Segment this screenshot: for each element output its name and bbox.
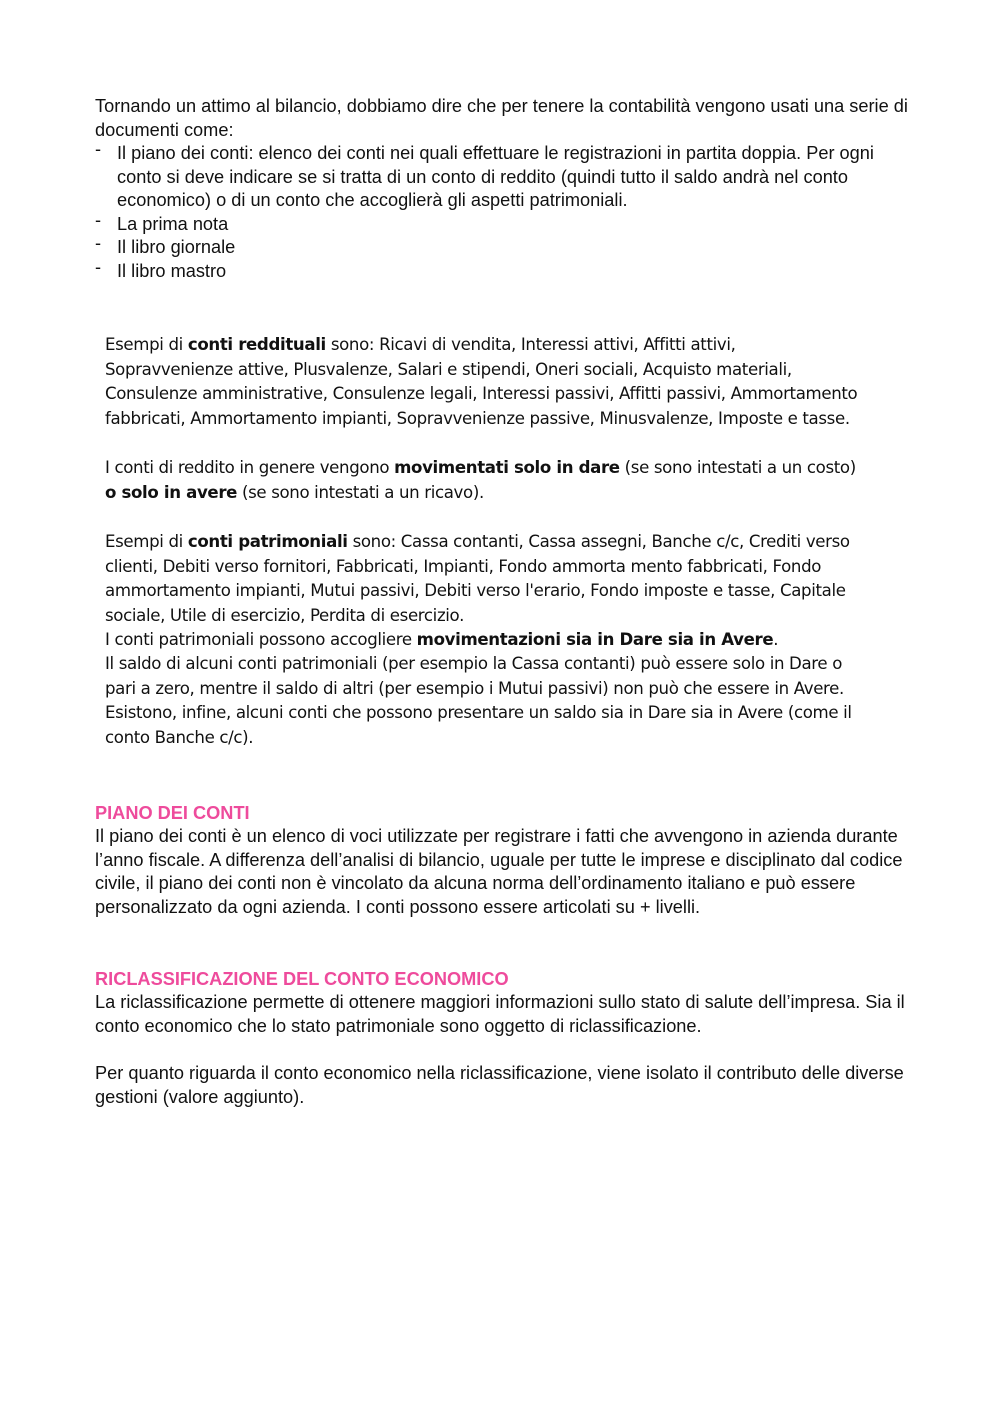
piano-dei-conti-heading: PIANO DEI CONTI [95,803,250,823]
saldo-paragraph: Il saldo di alcuni conti patrimoniali (per esempio la Cassa contanti) può essere solo in Dare o pari a zero, mentre il saldo di altri (per esempio i Mutui passivi) non può che essere in Avere. Esistono, infine, alcuni conti che possono presentare un saldo sia in Dare sia in Avere (come il conto Banche c/c). [105,654,852,747]
conti-patrimoniali-paragraph [105,530,865,628]
riclassificazione-paragraph-1: La riclassificazione permette di ottenere maggiori informazioni sullo stato di salute dell’impresa. Sia il conto economico che lo stato patrimoniale sono oggetto di riclassificazione. [95,992,905,1036]
bold-term: conti reddituali [187,335,326,354]
riclassificazione-heading: RICLASSIFICAZIONE DEL CONTO ECONOMICO [95,969,509,989]
list-item-text: Il piano dei conti: elenco dei conti nei quali effettuare le registrazioni in partita doppia. Per ogni conto si deve indicare se si tratta di un conto di reddito (quindi tutto il saldo andrà nel conto economico) o di un conto che accoglierà gli aspetti patrimoniali. [117,143,874,210]
text-run: I conti di reddito in genere vengono [105,458,395,477]
text-run: (se sono intestati a un ricavo). [237,482,484,502]
text-run: Esempi di [105,335,188,354]
list-item [95,256,910,284]
bold-term: o solo in avere [105,482,238,502]
list-item [95,139,910,213]
conti-patrimoniali-movimentazione [105,628,865,653]
bullet-dash: - [95,139,102,159]
conti-reddituali-paragraph [105,333,865,431]
piano-dei-conti-paragraph: Il piano dei conti è un elenco di voci utilizzate per registrare i fatti che avvengono in azienda durante l’anno fiscale. A differenza dell’analisi di bilancio, uguale per tutte le imprese e disciplinato dal codice civile, il piano dei conti non è vincolato da alcuna norma dell’ordinamento italiano e può essere personalizzato da ogni azienda. I conti possono essere articolati su + livelli. [95,826,903,917]
text-run: . [773,630,779,649]
bullet-dash: - [95,233,102,253]
text-run: sono: Cassa contanti, Cassa assegni, Banche c/c, Crediti verso clienti, Debiti verso fornitori, Fabbricati, Impianti, Fondo ammorta mento fabbricati, Fondo ammortamento impianti, Mutui passivi, Debiti verso l'erario, Fondo imposte e tasse, Capitale sociale, Utile di esercizio, Perdita di esercizio. [105,532,850,625]
text-run: sono: Ricavi di vendita, Interessi attivi, Affitti attivi, Sopravvenienze attive, Plusvalenze, Salari e stipendi, Oneri sociali, Acquisto materiali, Consulenze amministrative, Consulenze legali, Interessi passivi, Affitti passivi, Ammortamento fabbricati, Ammortamento impianti, Sopravvenienze passive, Minusvalenze, Imposte e tasse. [105,335,858,428]
list-item-text: La prima nota [117,213,229,234]
bullet-dash: - [95,209,102,230]
riclassificazione-paragraph-2: Per quanto riguarda il conto economico nella riclassificazione, viene isolato il contributo delle diverse gestioni (valore aggiunto). [95,1063,904,1107]
text-run: (se sono intestati a un costo) [619,458,856,477]
bold-term: movimentati solo in dare [394,458,620,477]
list-item [95,209,910,237]
documents-list [95,139,910,283]
bold-term: conti patrimoniali [187,532,348,551]
bold-term: movimentazioni sia in Dare sia in Avere [416,630,774,649]
list-item-text: Il libro giornale [117,237,236,257]
conti-reddito-movimentazione [105,456,865,505]
list-item [95,233,910,260]
text-run: I conti patrimoniali possono accogliere [105,630,417,649]
intro-paragraph: Tornando un attimo al bilancio, dobbiamo dire che per tenere la contabilità vengono usati una serie di documenti come: [95,96,908,140]
bullet-dash: - [95,256,102,277]
text-run: Esempi di [105,532,188,551]
list-item-text: Il libro mastro [117,260,227,281]
